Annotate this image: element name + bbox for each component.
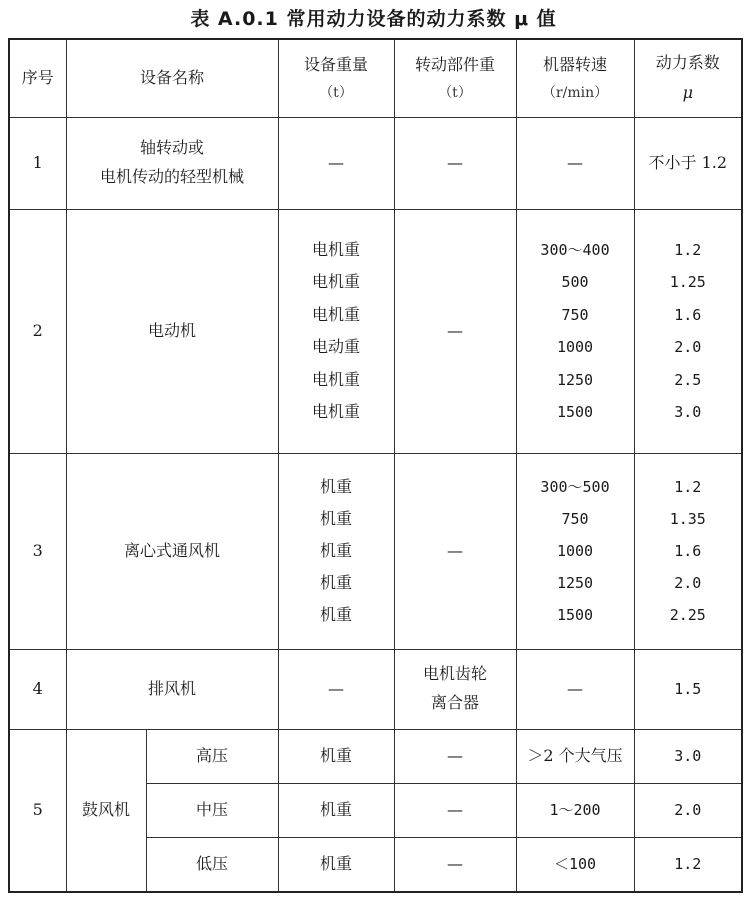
row2-coef-list (635, 234, 742, 429)
row5-coef: 1.2 (634, 837, 742, 892)
row5-weight: 机重 (278, 783, 394, 837)
row2-speed: 1250 (556, 370, 594, 389)
row2-weight: 电机重 (312, 402, 361, 421)
row3-seq: 3 (9, 453, 66, 649)
row5-pressure: 高压 (146, 729, 278, 783)
row5-coef: 2.0 (634, 783, 742, 837)
row5-weight: 机重 (278, 729, 394, 783)
row3-speed: 1500 (556, 606, 594, 624)
row1-name (66, 117, 278, 209)
row5-speed: ＜100 (516, 837, 634, 892)
row3-coef-list (635, 471, 742, 631)
row2-weight: 电动重 (312, 337, 361, 356)
row3-speeds (516, 453, 634, 649)
row1-weight: — (278, 117, 394, 209)
row2-coef: 2.0 (674, 338, 702, 356)
row2-speed: 300～400 (540, 240, 610, 259)
row4-weight: — (278, 649, 394, 729)
row5-speed: ＞2 个大气压 (516, 729, 634, 783)
row3-speed-list (517, 471, 634, 631)
row2-coef: 1.25 (669, 273, 706, 291)
row4-name: 排风机 (66, 649, 278, 729)
row2-coef: 1.6 (674, 305, 702, 324)
row5-pressure: 中压 (146, 783, 278, 837)
row5-rotor: — (394, 729, 516, 783)
row3-coef: 2.25 (669, 606, 706, 624)
row1-seq: 1 (9, 117, 66, 209)
row3-weight: 机重 (320, 541, 353, 560)
row2-speed: 750 (561, 305, 589, 324)
row4-coef: 1.5 (634, 649, 742, 729)
row2-speed: 500 (561, 273, 589, 291)
row3-weight-list (279, 471, 394, 631)
row4-rotor (394, 649, 516, 729)
row4-seq: 4 (9, 649, 66, 729)
table-row (9, 453, 742, 649)
row2-weight: 电机重 (312, 239, 361, 259)
row5-speed: 1～200 (516, 783, 634, 837)
row5-weight: 机重 (278, 837, 394, 892)
row3-speed: 1000 (556, 542, 594, 560)
header-coef-unit: μ (682, 83, 693, 103)
row3-weights (278, 453, 394, 649)
row2-speeds (516, 209, 634, 453)
row5-rotor: — (394, 783, 516, 837)
row1-rotor: — (394, 117, 516, 209)
row2-name: 电动机 (66, 209, 278, 453)
header-seq: 序号 (9, 39, 66, 117)
row5-pressure: 低压 (146, 837, 278, 892)
header-weight-label: 设备重量 (304, 54, 369, 74)
row2-speed: 1000 (556, 338, 594, 356)
row1-coef: 不小于 1.2 (634, 117, 742, 209)
header-speed (516, 39, 634, 117)
row5-rotor: — (394, 837, 516, 892)
header-weight (278, 39, 394, 117)
header-rotor-label: 转动部件重 (415, 54, 496, 74)
row1-name-line1: 轴转动或 (140, 138, 205, 158)
table-title: 表 A.0.1 常用动力设备的动力系数 μ 值 (190, 8, 557, 30)
row3-coef: 2.0 (674, 574, 702, 592)
row2-coefs (634, 209, 742, 453)
row3-coef: 1.2 (674, 478, 702, 496)
row2-weight: 电机重 (312, 304, 361, 324)
header-name: 设备名称 (66, 39, 278, 117)
row3-coef: 1.6 (674, 542, 702, 560)
header-coef-label: 动力系数 (655, 52, 720, 72)
table-row (9, 649, 742, 729)
row2-weight: 电机重 (312, 369, 361, 389)
row3-speed: 750 (561, 510, 589, 528)
header-speed-unit: （r/min） (541, 85, 609, 102)
table-row (9, 117, 742, 209)
row4-speed: — (516, 649, 634, 729)
header-rotor-unit: （t） (438, 85, 472, 102)
row2-coef: 1.2 (674, 240, 702, 259)
table-row (9, 209, 742, 453)
row1-speed: — (516, 117, 634, 209)
row2-speed-list (517, 234, 634, 429)
row3-weight: 机重 (320, 477, 353, 496)
dynamic-coefficient-table (8, 38, 743, 893)
row3-coef: 1.35 (669, 510, 706, 528)
row2-coef: 2.5 (674, 370, 702, 389)
row2-weight: 电机重 (312, 272, 361, 291)
row5-seq: 5 (9, 729, 66, 892)
header-row (9, 39, 742, 117)
row4-rotor-line2: 离合器 (431, 693, 480, 712)
row3-rotor: — (394, 453, 516, 649)
header-weight-unit: （t） (319, 85, 353, 102)
row3-weight: 机重 (320, 509, 353, 528)
row3-weight: 机重 (320, 573, 353, 592)
row3-speed: 300～500 (540, 478, 610, 496)
row3-speed: 1250 (556, 574, 594, 592)
row5-coef: 3.0 (634, 729, 742, 783)
row2-seq: 2 (9, 209, 66, 453)
row4-rotor-line1: 电机齿轮 (423, 664, 488, 684)
row3-coefs (634, 453, 742, 649)
row3-weight: 机重 (320, 605, 353, 624)
row5-name: 鼓风机 (66, 729, 146, 892)
table-row (9, 729, 742, 783)
row2-weights (278, 209, 394, 453)
header-speed-label: 机器转速 (543, 54, 608, 74)
row2-weight-list (279, 234, 394, 429)
header-rotor (394, 39, 516, 117)
row3-name: 离心式通风机 (66, 453, 278, 649)
row2-speed: 1500 (556, 403, 594, 421)
row2-coef: 3.0 (674, 403, 702, 421)
row2-rotor: — (394, 209, 516, 453)
header-coef (634, 39, 742, 117)
row1-name-line2: 电机传动的轻型机械 (100, 167, 245, 186)
